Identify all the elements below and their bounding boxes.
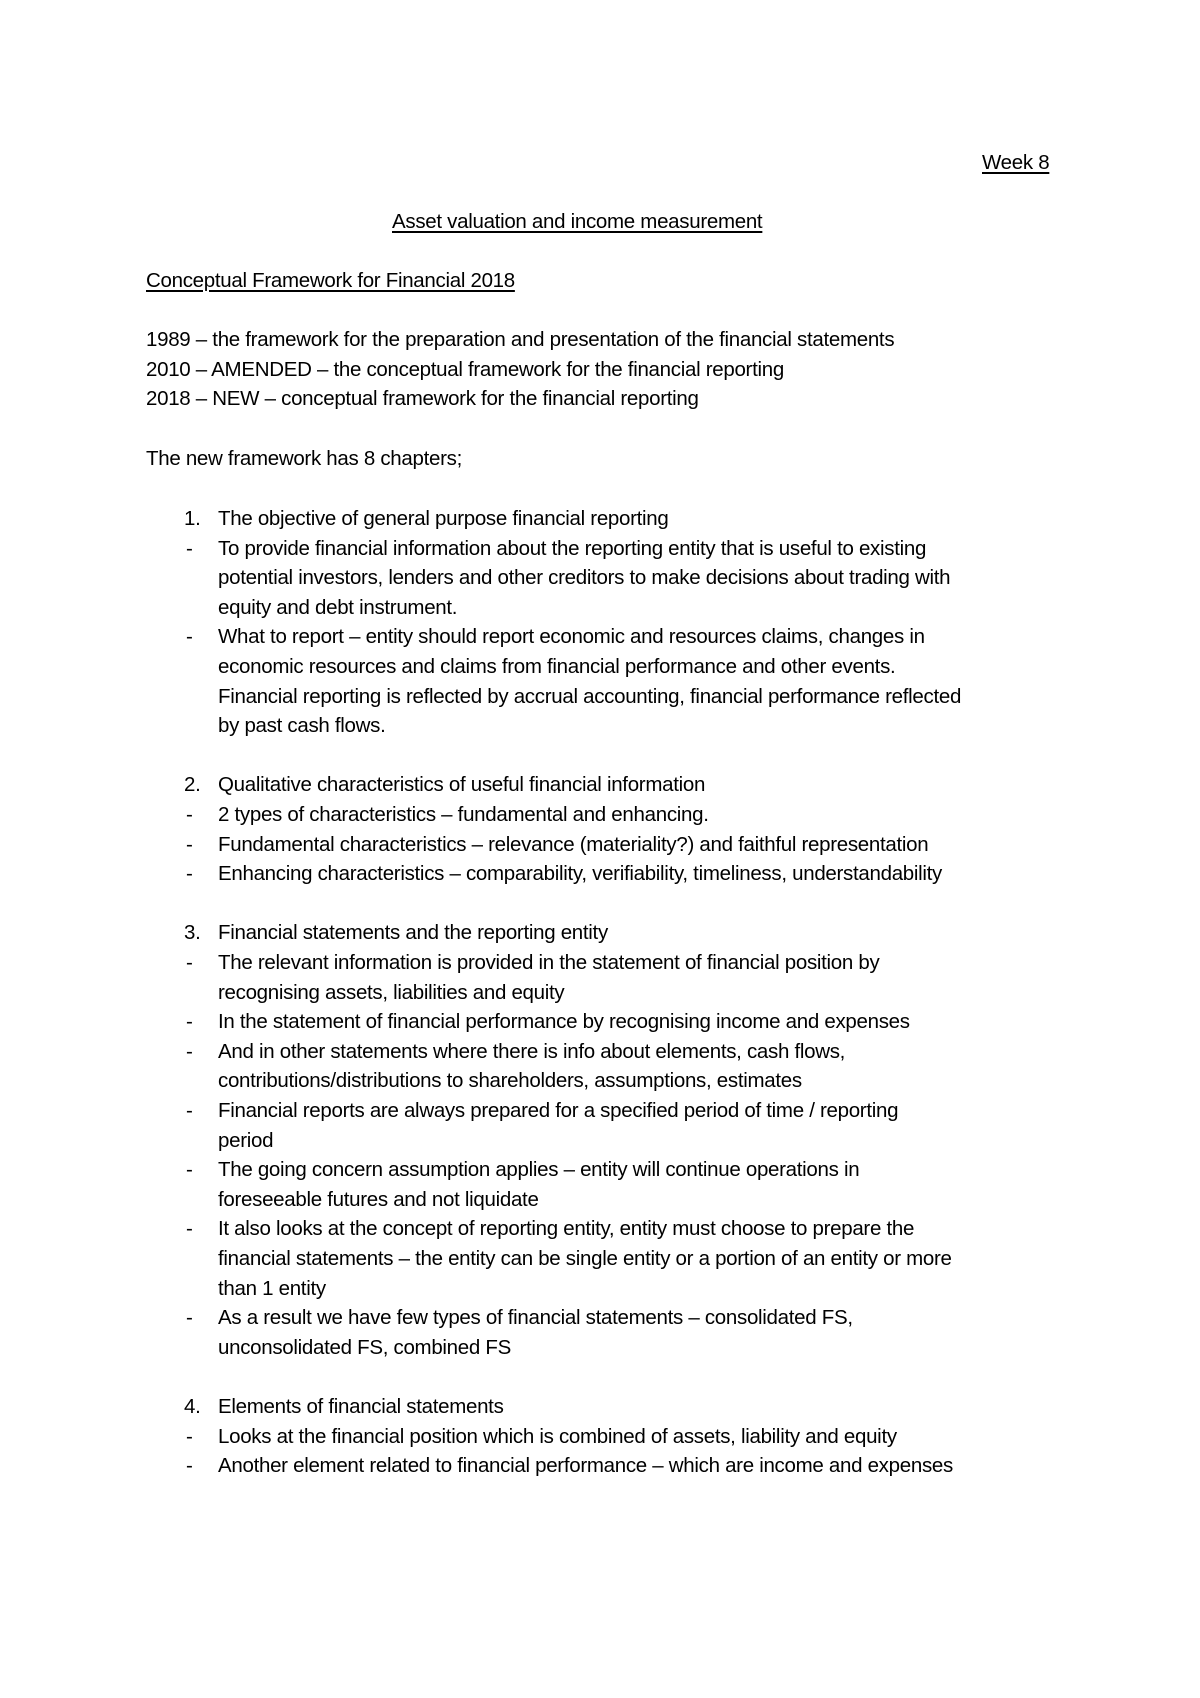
bullet-text-line: And in other statements where there is info about elements, cash flows, (218, 1039, 846, 1063)
bullet-marker: - (186, 625, 193, 649)
intro-text: The new framework has 8 chapters; (146, 447, 462, 470)
bullet-text-line: What to report – entity should report economic and resources claims, changes in (218, 625, 925, 649)
document-title: Asset valuation and income measurement (392, 210, 763, 233)
bullet-text-line: Fundamental characteristics – relevance (materiality?) and faithful representation (218, 832, 929, 856)
bullet-marker: - (186, 1099, 193, 1122)
bullet-marker: - (186, 1010, 193, 1034)
section-heading: Conceptual Framework for Financial 2018 (146, 269, 515, 292)
bullet-text-line: Looks at the financial position which is combined of assets, liability and equity (218, 1424, 897, 1448)
bullet-text-line: equity and debt instrument. (218, 595, 458, 619)
bullet-text-line: Another element related to financial performance – which are income and expenses (218, 1454, 953, 1478)
bullet-text-line: than 1 entity (218, 1276, 326, 1300)
bullet-text-line: by past cash flows. (218, 714, 386, 738)
bullet-marker: - (186, 862, 193, 886)
chapter-number: 1. (184, 507, 201, 530)
history-line-2018: 2018 – NEW – conceptual framework for the financial reporting (146, 387, 699, 410)
bullet-text-line: economic resources and claims from financial performance and other events. (218, 655, 896, 678)
chapter-title: Qualitative characteristics of useful financial information (218, 773, 706, 797)
bullet-marker: - (186, 1039, 193, 1063)
chapter-title: The objective of general purpose financial reporting (218, 507, 669, 530)
bullet-text-line: The going concern assumption applies – entity will continue operations in (218, 1158, 860, 1182)
week-label: Week 8 (982, 151, 1050, 174)
bullet-marker: - (186, 536, 193, 560)
bullet-text-line: financial statements – the entity can be single entity or a portion of an entity or more (218, 1247, 952, 1270)
bullet-marker: - (186, 1158, 193, 1182)
bullet-text-line: foreseeable futures and not liquidate (218, 1187, 539, 1211)
bullet-marker: - (186, 803, 193, 826)
chapter-number: 4. (184, 1395, 201, 1418)
bullet-text-line: contributions/distributions to shareholders, assumptions, estimates (218, 1069, 802, 1093)
bullet-text-line: unconsolidated FS, combined FS (218, 1335, 511, 1359)
bullet-marker: - (186, 1424, 193, 1448)
bullet-text-line: Financial reporting is reflected by accrual accounting, financial performance reflected (218, 684, 962, 708)
bullet-text-line: 2 types of characteristics – fundamental and enhancing. (218, 803, 709, 826)
chapter-title: Elements of financial statements (218, 1395, 504, 1418)
bullet-text-line: potential investors, lenders and other creditors to make decisions about trading with (218, 566, 951, 590)
chapter-title: Financial statements and the reporting entity (218, 921, 608, 945)
bullet-text-line: In the statement of financial performance by recognising income and expenses (218, 1010, 910, 1034)
history-line-1989: 1989 – the framework for the preparation and presentation of the financial statements (146, 328, 895, 351)
bullet-text-line: To provide financial information about the reporting entity that is useful to existing (218, 536, 927, 560)
bullet-text-line: It also looks at the concept of reporting entity, entity must choose to prepare the (218, 1217, 915, 1241)
bullet-text-line: Enhancing characteristics – comparability, verifiability, timeliness, understandability (218, 862, 943, 886)
bullet-marker: - (186, 832, 193, 856)
bullet-text-line: Financial reports are always prepared for a specified period of time / reporting (218, 1099, 899, 1122)
bullet-text-line: The relevant information is provided in the statement of financial position by (218, 951, 880, 974)
bullet-marker: - (186, 1454, 193, 1478)
history-line-2010: 2010 – AMENDED – the conceptual framework for the financial reporting (146, 358, 784, 381)
bullet-text-line: recognising assets, liabilities and equity (218, 980, 565, 1004)
chapter-number: 2. (184, 773, 201, 797)
bullet-text-line: period (218, 1128, 274, 1152)
bullet-marker: - (186, 1306, 193, 1330)
bullet-marker: - (186, 951, 193, 974)
bullet-text-line: As a result we have few types of financial statements – consolidated FS, (218, 1306, 853, 1330)
chapter-number: 3. (184, 921, 201, 945)
bullet-marker: - (186, 1217, 193, 1241)
